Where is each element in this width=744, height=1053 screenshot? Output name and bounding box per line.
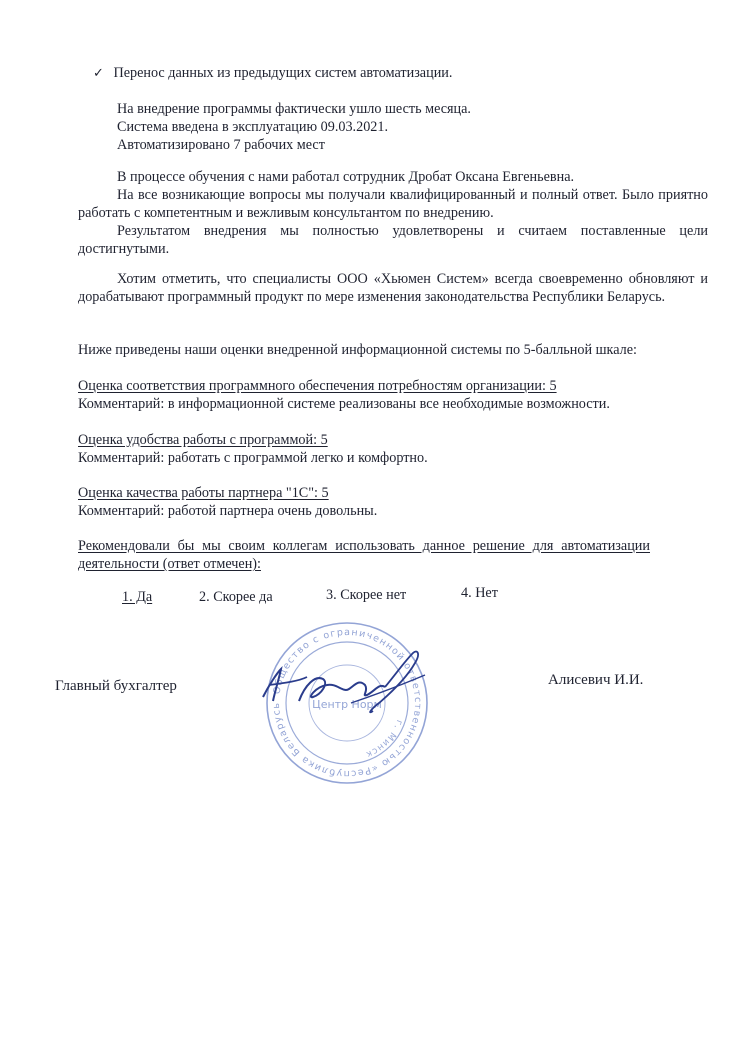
handwritten-signature — [255, 645, 430, 725]
updates-paragraph: Хотим отметить, что специалисты ООО «Хьюмен Систем» всегда своевременно обновляют и дорабатывают программный продукт по мере изменения законодательства Республики Беларусь. — [78, 271, 708, 305]
training-result: Результатом внедрения мы полностью удовлетворены и считаем поставленные цели достигнутыми. — [78, 223, 708, 257]
answer-option-yes: 1. Да — [122, 589, 153, 605]
svg-text:Центр Норм: Центр Норм — [312, 698, 382, 711]
rating-title-usability: Оценка удобства работы с программой: 5 — [78, 432, 328, 448]
answer-option-no: 4. Нет — [461, 585, 498, 601]
signatory-position: Главный бухгалтер — [55, 678, 177, 694]
checklist-item — [93, 64, 452, 83]
answer-option-rather-yes: 2. Скорее да — [199, 589, 273, 605]
svg-text:г. Минск: г. Минск — [363, 718, 405, 760]
training-feedback: На все возникающие вопросы мы получали квалифицированный и полный ответ. Было приятно работать с компетентным и вежливым консультантом по внедрению. — [78, 187, 708, 221]
checklist-item-text: Перенос данных из предыдущих систем автоматизации. — [113, 65, 453, 81]
checkmark-icon: ✓ — [93, 66, 104, 81]
rating-comment-usability: Комментарий: работать с программой легко и комфортно. — [78, 450, 428, 466]
recommendation-question: Рекомендовали бы мы своим коллегам использовать данное решение для автоматизации деятельности (ответ отмечен): — [78, 538, 650, 572]
rating-title-partner: Оценка качества работы партнера "1С": 5 — [78, 485, 329, 501]
implementation-duration: На внедрение программы фактически ушло шесть месяца. — [117, 101, 471, 117]
answer-option-rather-no: 3. Скорее нет — [326, 587, 407, 603]
rating-comment-partner: Комментарий: работой партнера очень довольны. — [78, 503, 378, 519]
implementation-date: Система введена в эксплуатацию 09.03.2021. — [117, 119, 389, 135]
training-consultant: В процессе обучения с нами работал сотрудник Дробат Оксана Евгеньевна. — [117, 169, 575, 185]
ratings-intro: Ниже приведены наши оценки внедренной информационной системы по 5-балльной шкале: — [78, 342, 637, 358]
rating-title-fit: Оценка соответствия программного обеспечения потребностям организации: 5 — [78, 378, 557, 394]
svg-text:Общество с ограниченной ответс: Общество с ограниченной ответственностью «Республика Беларусь — [270, 626, 424, 780]
signatory-name: Алисевич И.И. — [548, 672, 644, 688]
rating-comment-fit: Комментарий: в информационной системе реализованы все необходимые возможности. — [78, 396, 610, 412]
implementation-workstations: Автоматизировано 7 рабочих мест — [117, 137, 325, 153]
